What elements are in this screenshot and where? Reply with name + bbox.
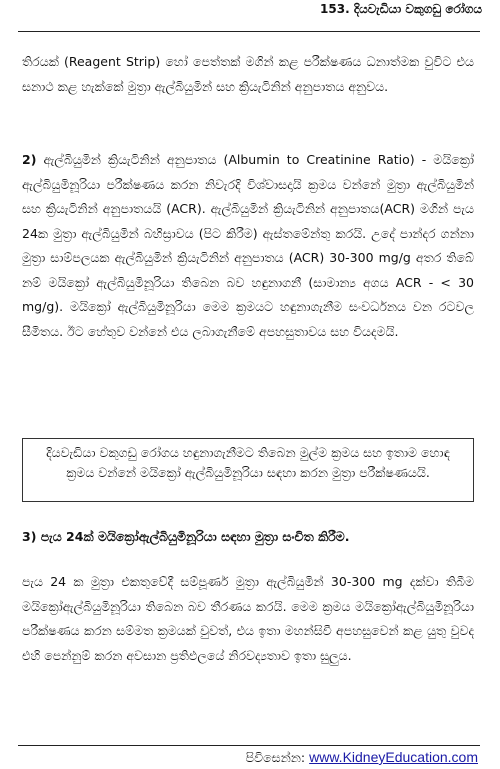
section-3-heading: 3) පැය 24ක් මයික්‍රෝඇල්බියුමිනූරියා සඳහා මුත්‍රා සංචිත කිරීම. xyxy=(22,529,350,544)
running-header xyxy=(320,2,482,17)
section-2 xyxy=(22,148,474,344)
chapter-title: දියවැඩියා වකුගඩු රෝගය xyxy=(353,2,482,16)
header-rule xyxy=(18,31,480,32)
section-2-text: ඇල්බියුමින් ක්‍රියැටිනින් අනුපාතය (Albumin to Creatinine Ratio) - මයික්‍රෝ ඇල්බියුමිනූරියා පරීක්ෂණය කරන නිවැරදි විශ්වාසදායි ක්‍රමය වන්නේ මුත්‍රා ඇල්බියුමින් සහ ක්‍රියැටිනින් අනුපාතයයි (ACR). ඇල්බියුමින් ක්‍රියැටිනින් අනුපාතය(ACR) මගින් පැය 24ක මුත්‍රා ඇල්බියුමින් බහිස්‍රාවය (පිට කිරීම) ඇස්තමේන්තු කරයි. උදේ පාන්දර ගන්නා මුත්‍රා සාම්පලයක ඇල්බියුමින් ක්‍රියැටිනින් අනුපාතය (ACR) 30-300 mg/g අතර තිබේ නම් මයික්‍රෝ ඇල්බියුමිනූරියා තිබෙන බව හඳුනාගනී (සාමාන්‍ය අගය ACR - < 30 mg/g). මයික්‍රෝ ඇල්බියුමිනූරියා මෙම ක්‍රමයට හඳුනාගැනීම සංවර්ධනය වන රටවල සීමිතය. ඊට හේතුව වන්නේ එය ලබාගැනීමේ අපහසුතාවය සහ වියදමයි. xyxy=(22,152,474,339)
section-3-text: පැය 24 ක මුත්‍රා එකතුවේදී සම්පූර්ණ මුත්‍රා ඇල්බියුමින් 30-300 mg දක්වා තිබීම මයික්‍රෝඇල්බියුමිනූරියා තිබෙන බව තීරණය කරයි. මෙම ක්‍රමය මයික්‍රෝඇල්බියුමිනූරියා පරීක්ෂණය කරන සම්මත ක්‍රමයක් වුවත්, එය ඉතා මහන්සිවී අපහසුවෙන් කළ යුතු වුවද එහි පෙන්නුම් කරන අවසාන ප්‍රතිඵලයේ නිරවද්‍යතාව ඉතා සුලුය. xyxy=(22,574,474,663)
footer xyxy=(246,749,478,766)
page-number: 153. xyxy=(320,2,350,16)
key-point-box: දියවැඩියා වකුගඩු රෝගය හඳුනාගැනීමට තිබෙන මුල්ම ක්‍රමය සහ ඉතාම හොඳ ක්‍රමය වන්නේ මයික්‍රෝ ඇල්බියුමිනූරියා සඳහා කරන මුත්‍රා පරීක්ෂණයයි. xyxy=(22,438,474,502)
section-2-number: 2) xyxy=(22,152,37,167)
footer-rule xyxy=(18,745,480,746)
website-link[interactable]: www.KidneyEducation.com xyxy=(309,749,478,765)
intro-paragraph: තිරයක් (Reagent Strip) හෝ පෙත්තක් මගින් කළ පරීක්ෂණය ධනාත්මක වුවිට එය සනාථ කළ හැක්කේ මුත්‍රා ඇල්බියුමින් සහ ක්‍රියැටිනින් අනුපාතය අනුවය. xyxy=(22,54,474,94)
footer-label: පිවිසෙන්න: xyxy=(245,750,306,765)
